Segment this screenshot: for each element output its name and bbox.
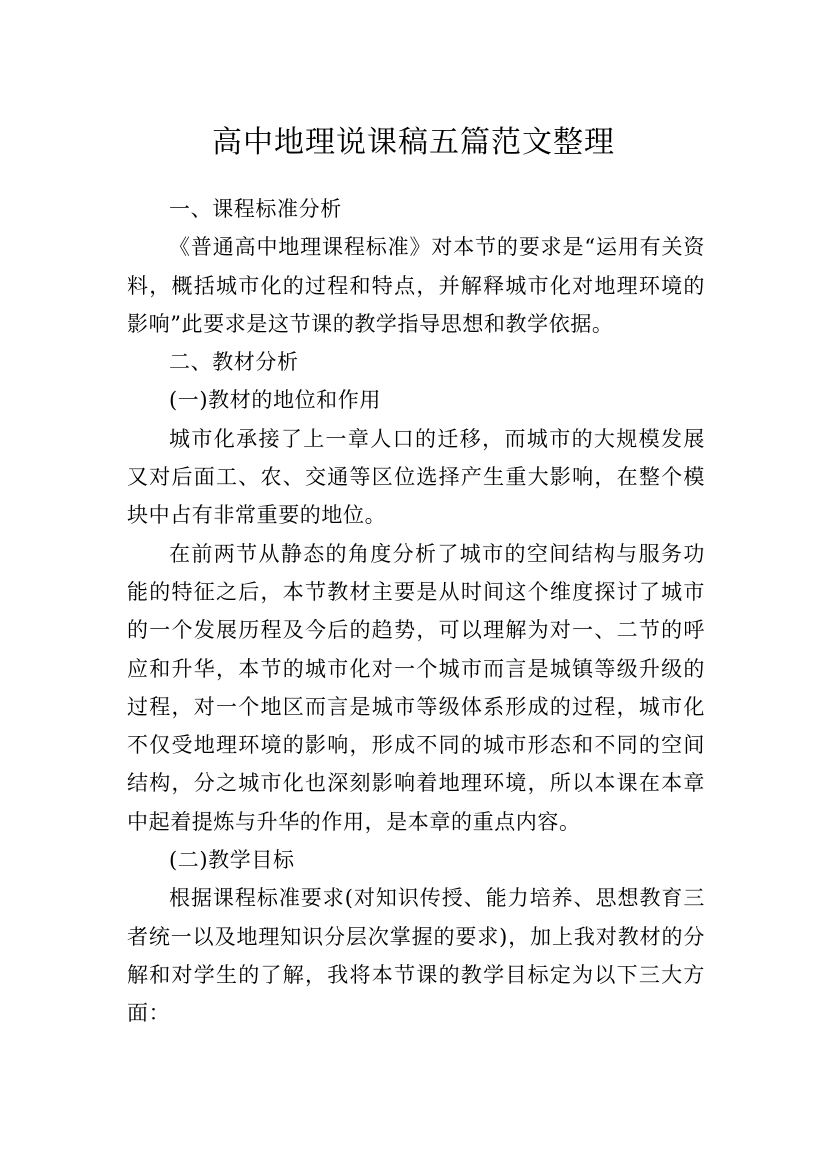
section-heading-curriculum-standard: 一、课程标准分析 (169, 197, 342, 221)
paragraph-textbook-content: 在前两节从静态的角度分析了城市的空间结构与服务功能的特征之后，本节教材主要是从时间这个维度探讨了城市的一个发展历程及今后的趋势，可以理解为对一、二节的呼应和升华，本节的城市化对一个城市而言是城镇等级升级的过程，对一个地区而言是城市等级体系形成的过程，城市化不仅受地理环境的影响，形成不同的城市形态和不同的空间结构，分之城市化也深刻影响着地理环境，所以本课在本章中起着提炼与升华的作用，是本章的重点内容。 (127, 541, 705, 834)
paragraph-urbanization-role: 城市化承接了上一章人口的迁移，而城市的大规模发展又对后面工、农、交通等区位选择产生重大影响，在整个模块中占有非常重要的地位。 (127, 426, 705, 528)
subheading-teaching-objectives: (二)教学目标 (169, 848, 295, 873)
paragraph-curriculum-requirement: 《普通高中地理课程标准》对本节的要求是“运用有关资料，概括城市化的过程和特点，并解释城市化对地理环境的影响”此要求是这节课的教学指导思想和教学依据。 (127, 235, 705, 336)
paragraph-teaching-objectives: 根据课程标准要求(对知识传授、能力培养、思想教育三者统一以及地理知识分层次掌握的要求)，加上我对教材的分解和对学生的了解，我将本节课的教学目标定为以下三大方面： (127, 886, 705, 1026)
document-body (127, 190, 705, 1033)
document-title: 高中地理说课稿五篇范文整理 (212, 125, 615, 161)
subheading-status-and-role: (一)教材的地位和作用 (169, 388, 381, 413)
section-heading-textbook-analysis: 二、教材分析 (169, 350, 299, 375)
